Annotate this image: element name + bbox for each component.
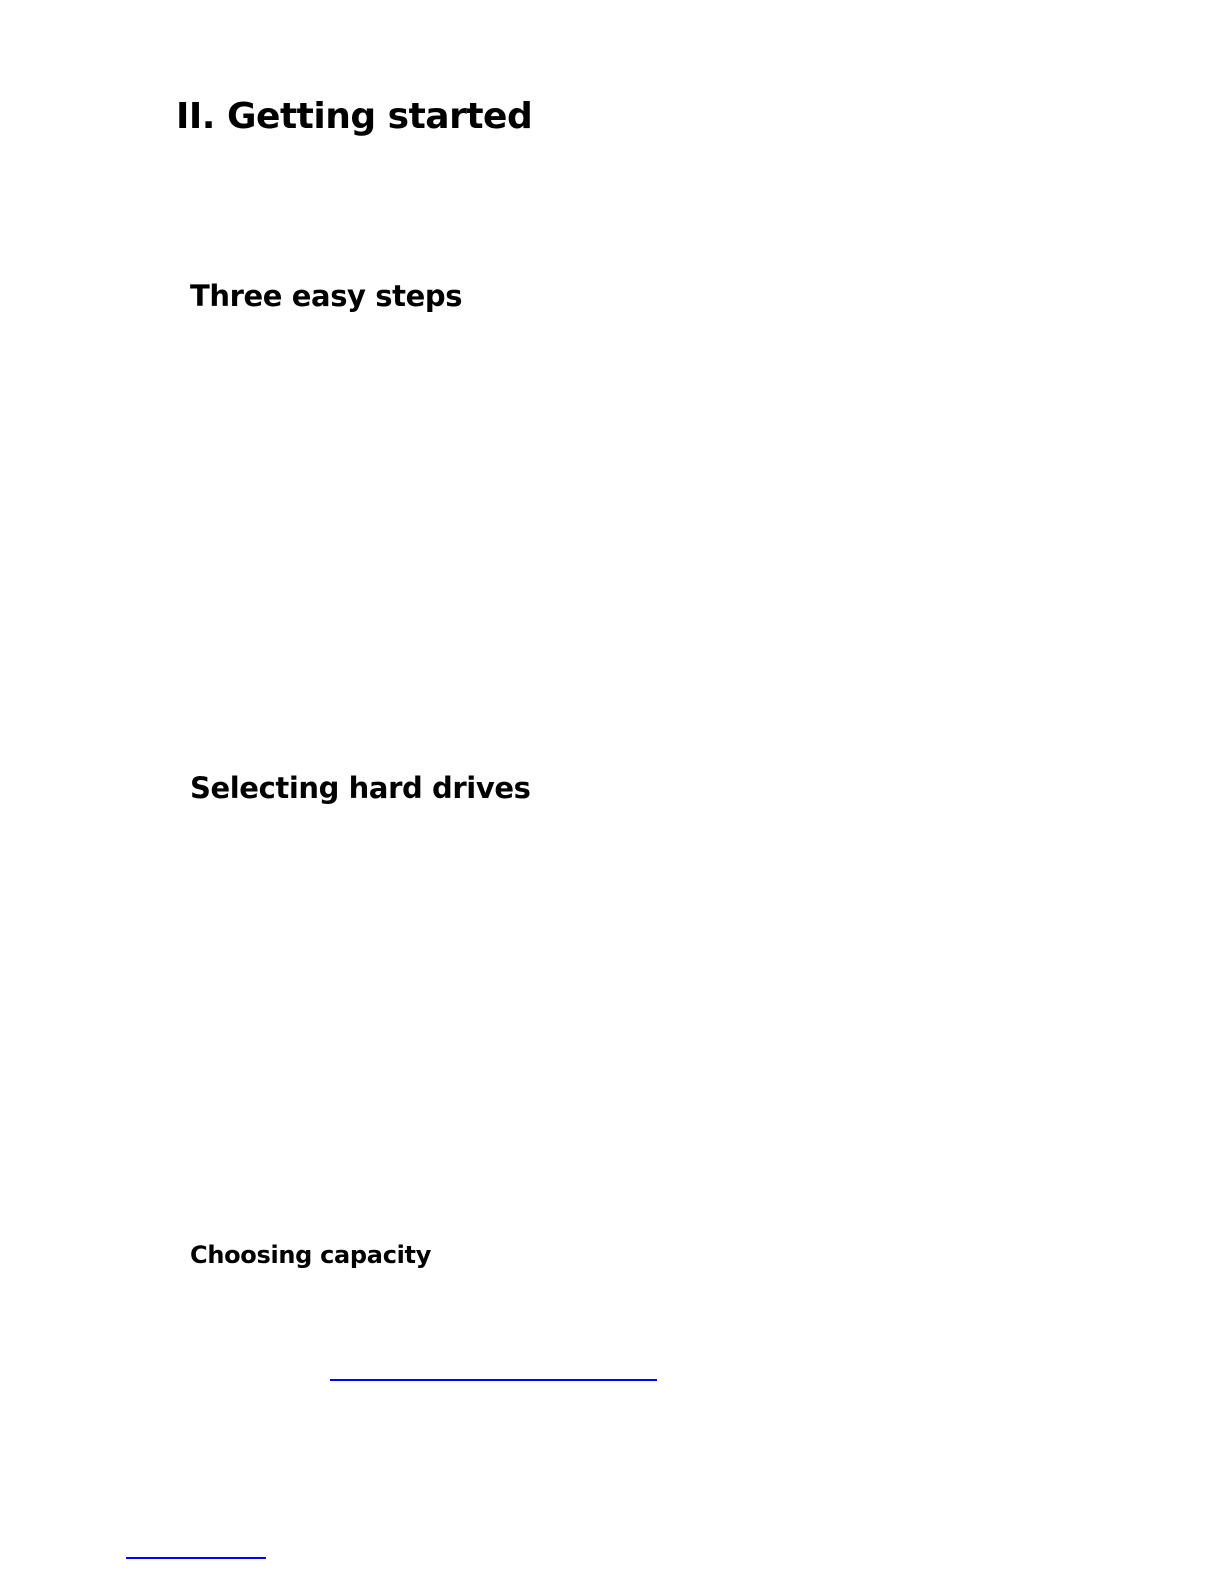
chapter-title: II. Getting started bbox=[176, 96, 533, 137]
hyperlink-underline[interactable] bbox=[330, 1379, 657, 1381]
section-heading-three-easy-steps: Three easy steps bbox=[190, 279, 463, 313]
footnote-link-underline[interactable] bbox=[126, 1557, 266, 1559]
section-heading-selecting-hard-drives: Selecting hard drives bbox=[190, 771, 531, 805]
subsection-heading-choosing-capacity: Choosing capacity bbox=[190, 1241, 432, 1269]
